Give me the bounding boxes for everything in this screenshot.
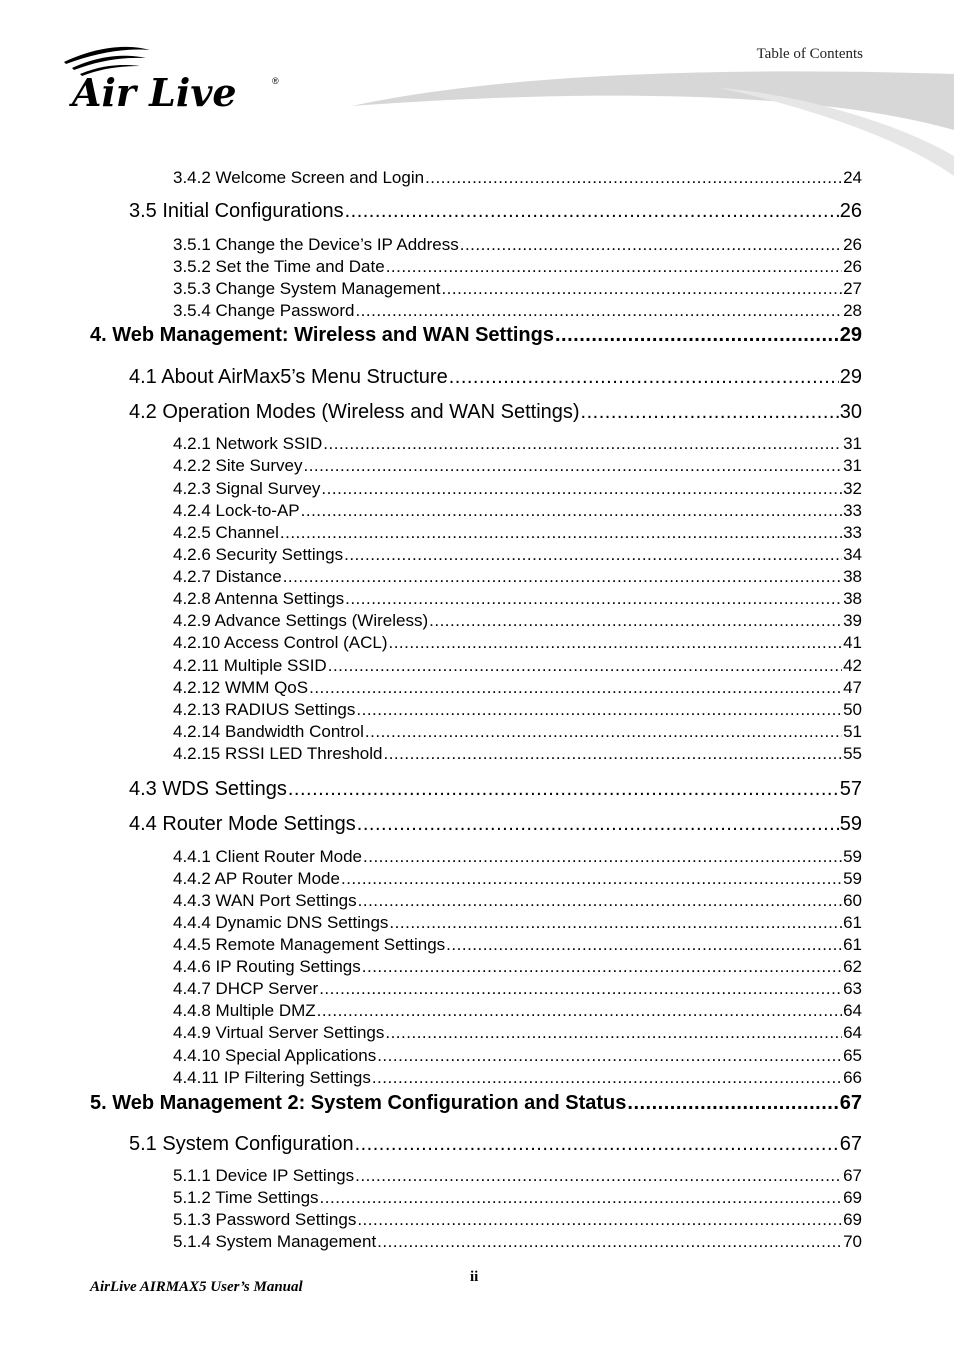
toc-entry-title: 4.2.13 RADIUS Settings xyxy=(173,700,356,719)
toc-entry-page: 70 xyxy=(843,1232,862,1251)
toc-dot-leader xyxy=(358,891,842,911)
toc-dot-leader xyxy=(377,1232,842,1252)
toc-entry-page: 32 xyxy=(843,479,862,498)
toc-entry-page: 69 xyxy=(843,1210,862,1229)
toc-entry-title: 4.4.4 Dynamic DNS Settings xyxy=(173,913,389,932)
toc-entry-title: 4.4.5 Remote Management Settings xyxy=(173,935,446,954)
toc-dot-leader xyxy=(446,935,842,955)
toc-entry-title: 4.2.5 Channel xyxy=(173,523,279,542)
toc-dot-leader xyxy=(386,257,842,277)
toc-entry[interactable] xyxy=(129,200,862,223)
toc-entry-page: 64 xyxy=(843,1023,862,1042)
toc-entry-page: 26 xyxy=(839,200,862,222)
toc-entry-title: 4.1 About AirMax5’s Menu Structure xyxy=(129,366,448,388)
toc-entry[interactable] xyxy=(90,1092,862,1115)
toc-dot-leader xyxy=(357,1210,842,1230)
toc-entry-title: 4.4.8 Multiple DMZ xyxy=(173,1001,316,1020)
logo-text: Air Live xyxy=(72,70,237,114)
toc-entry-title: 5.1.4 System Management xyxy=(173,1232,377,1251)
toc-dot-leader xyxy=(425,168,842,188)
toc-entry-page: 38 xyxy=(843,589,862,608)
toc-entry[interactable] xyxy=(173,501,862,521)
toc-dot-leader xyxy=(323,434,842,454)
toc-entry[interactable] xyxy=(173,913,862,933)
toc-dot-leader xyxy=(355,1166,842,1186)
toc-dot-leader xyxy=(441,279,842,299)
toc-entry-title: 4.3 WDS Settings xyxy=(129,778,287,800)
toc-dot-leader xyxy=(301,501,842,521)
toc-entry-page: 55 xyxy=(843,744,862,763)
toc-entry-page: 31 xyxy=(843,456,862,475)
toc-entry-title: 3.5.3 Change System Management xyxy=(173,279,441,298)
toc-entry[interactable] xyxy=(173,633,862,653)
toc-entry-page: 66 xyxy=(843,1068,862,1087)
toc-entry[interactable] xyxy=(173,869,862,889)
toc-entry-page: 27 xyxy=(843,279,862,298)
toc-entry-page: 67 xyxy=(839,1133,862,1155)
toc-entry-page: 51 xyxy=(843,722,862,741)
toc-dot-leader xyxy=(365,722,842,742)
toc-entry[interactable] xyxy=(173,722,862,742)
toc-entry-title: 5.1 System Configuration xyxy=(129,1133,354,1155)
toc-entry-page: 50 xyxy=(843,700,862,719)
toc-entry[interactable] xyxy=(173,168,862,188)
toc-dot-leader xyxy=(317,1001,842,1021)
toc-entry[interactable] xyxy=(173,279,862,299)
toc-entry-title: 4.4 Router Mode Settings xyxy=(129,813,356,835)
toc-entry-title: 4.2.3 Signal Survey xyxy=(173,479,321,498)
manual-title: AirLive AIRMAX5 User’s Manual xyxy=(90,1279,303,1295)
toc-dot-leader xyxy=(328,656,842,676)
toc-entry-title: 4.4.6 IP Routing Settings xyxy=(173,957,361,976)
toc-dot-leader xyxy=(627,1092,838,1115)
toc-dot-leader xyxy=(321,479,842,499)
toc-entry[interactable] xyxy=(173,656,862,676)
toc-entry-page: 63 xyxy=(843,979,862,998)
toc-entry-title: 4.2.9 Advance Settings (Wireless) xyxy=(173,611,429,630)
toc-entry-title: 3.5.1 Change the Device’s IP Address xyxy=(173,235,459,254)
toc-entry[interactable] xyxy=(90,324,862,347)
toc-entry[interactable] xyxy=(173,979,862,999)
toc-entry[interactable] xyxy=(129,778,862,801)
toc-entry-title: 4.2.12 WMM QoS xyxy=(173,678,309,697)
toc-entry-page: 59 xyxy=(843,869,862,888)
toc-entry-page: 29 xyxy=(839,366,862,388)
toc-dot-leader xyxy=(429,611,842,631)
toc-entry-title: 4.4.7 DHCP Server xyxy=(173,979,319,998)
toc-entry-title: 4.2 Operation Modes (Wireless and WAN Settings) xyxy=(129,401,580,423)
toc-entry-title: 4.4.9 Virtual Server Settings xyxy=(173,1023,385,1042)
toc-entry-page: 30 xyxy=(839,401,862,423)
toc-entry-title: 4.2.10 Access Control (ACL) xyxy=(173,633,388,652)
toc-entry-page: 29 xyxy=(839,324,862,346)
toc-entry[interactable] xyxy=(173,434,862,454)
toc-entry-title: 4.4.2 AP Router Mode xyxy=(173,869,340,888)
toc-entry[interactable] xyxy=(129,1133,862,1156)
header-swoosh xyxy=(340,64,954,184)
toc-dot-leader xyxy=(581,401,839,424)
toc-dot-leader xyxy=(449,366,839,389)
toc-entry[interactable] xyxy=(129,401,862,424)
toc-entry-page: 33 xyxy=(843,523,862,542)
toc-entry[interactable] xyxy=(173,479,862,499)
toc-entry[interactable] xyxy=(173,891,862,911)
toc-entry-title: 3.5.4 Change Password xyxy=(173,301,355,320)
toc-entry[interactable] xyxy=(173,935,862,955)
toc-entry-title: 4.4.11 IP Filtering Settings xyxy=(173,1068,371,1087)
toc-dot-leader xyxy=(309,678,842,698)
toc-dot-leader xyxy=(288,778,839,801)
toc-entry-page: 39 xyxy=(843,611,862,630)
toc-entry[interactable] xyxy=(173,1068,862,1088)
toc-entry-title: 5.1.3 Password Settings xyxy=(173,1210,357,1229)
toc-dot-leader xyxy=(319,979,842,999)
toc-entry-title: 5.1.1 Device IP Settings xyxy=(173,1166,355,1185)
toc-entry[interactable] xyxy=(173,456,862,476)
toc-entry-page: 34 xyxy=(843,545,862,564)
toc-entry[interactable] xyxy=(173,589,862,609)
toc-dot-leader xyxy=(460,235,842,255)
toc-dot-leader xyxy=(372,1068,842,1088)
toc-entry-page: 67 xyxy=(839,1092,862,1114)
toc-dot-leader xyxy=(357,813,839,836)
toc-entry[interactable] xyxy=(173,1001,862,1021)
toc-entry-page: 38 xyxy=(843,567,862,586)
toc-dot-leader xyxy=(383,744,842,764)
toc-dot-leader xyxy=(389,913,842,933)
toc-entry-page: 24 xyxy=(843,168,862,187)
toc-entry-page: 67 xyxy=(843,1166,862,1185)
toc-entry[interactable] xyxy=(173,700,862,720)
toc-entry-page: 31 xyxy=(843,434,862,453)
toc-entry-title: 5.1.2 Time Settings xyxy=(173,1188,319,1207)
toc-dot-leader xyxy=(355,301,842,321)
toc-entry-title: 4.2.14 Bandwidth Control xyxy=(173,722,364,741)
toc-entry[interactable] xyxy=(173,1188,862,1208)
toc-entry-title: 3.5 Initial Configurations xyxy=(129,200,344,222)
toc-entry-page: 59 xyxy=(843,847,862,866)
toc-entry-title: 4.2.11 Multiple SSID xyxy=(173,656,327,675)
toc-dot-leader xyxy=(362,957,842,977)
toc-entry[interactable] xyxy=(173,847,862,867)
toc-entry[interactable] xyxy=(173,1232,862,1252)
toc-entry[interactable] xyxy=(173,611,862,631)
toc-dot-leader xyxy=(356,700,842,720)
toc-entry-title: 4.4.1 Client Router Mode xyxy=(173,847,362,866)
toc-entry-title: 3.5.2 Set the Time and Date xyxy=(173,257,385,276)
toc-dot-leader xyxy=(344,545,842,565)
toc-entry-page: 47 xyxy=(843,678,862,697)
toc-dot-leader xyxy=(355,1133,839,1156)
toc-entry-page: 62 xyxy=(843,957,862,976)
toc-entry-title: 4.2.15 RSSI LED Threshold xyxy=(173,744,383,763)
logo-registered-mark: ® xyxy=(272,76,279,86)
toc-dot-leader xyxy=(388,633,842,653)
toc-dot-leader xyxy=(280,523,842,543)
toc-entry-title: 4.4.10 Special Applications xyxy=(173,1046,377,1065)
toc-entry[interactable] xyxy=(173,545,862,565)
toc-entry[interactable] xyxy=(173,257,862,277)
toc-dot-leader xyxy=(385,1023,842,1043)
toc-dot-leader xyxy=(363,847,842,867)
toc-entry[interactable] xyxy=(173,1023,862,1043)
toc-entry[interactable] xyxy=(173,567,862,587)
toc-entry-title: 4.2.1 Network SSID xyxy=(173,434,323,453)
toc-entry-title: 4. Web Management: Wireless and WAN Settings xyxy=(90,324,554,346)
toc-entry[interactable] xyxy=(173,678,862,698)
toc-entry-title: 4.4.3 WAN Port Settings xyxy=(173,891,357,910)
toc-entry-title: 5. Web Management 2: System Configuration and Status xyxy=(90,1092,627,1114)
toc-entry-page: 69 xyxy=(843,1188,862,1207)
toc-dot-leader xyxy=(341,869,842,889)
toc-entry-page: 42 xyxy=(843,656,862,675)
toc-entry-page: 59 xyxy=(839,813,862,835)
airlive-logo xyxy=(58,44,298,114)
section-label: Table of Contents xyxy=(756,46,863,62)
toc-entry-page: 61 xyxy=(843,913,862,932)
toc-entry[interactable] xyxy=(173,957,862,977)
toc-entry[interactable] xyxy=(173,1046,862,1066)
toc-dot-leader xyxy=(555,324,839,347)
toc-entry[interactable] xyxy=(173,1210,862,1230)
toc-dot-leader xyxy=(377,1046,842,1066)
toc-dot-leader xyxy=(345,589,842,609)
toc-entry-page: 33 xyxy=(843,501,862,520)
toc-dot-leader xyxy=(283,567,842,587)
toc-entry-title: 4.2.7 Distance xyxy=(173,567,282,586)
toc-dot-leader xyxy=(303,456,842,476)
toc-entry-page: 57 xyxy=(839,778,862,800)
toc-entry[interactable] xyxy=(173,744,862,764)
toc-entry-page: 28 xyxy=(843,301,862,320)
toc-dot-leader xyxy=(345,200,839,223)
toc-entry[interactable] xyxy=(173,301,862,321)
toc-entry-page: 61 xyxy=(843,935,862,954)
toc-entry-title: 4.2.4 Lock-to-AP xyxy=(173,501,300,520)
toc-entry-title: 4.2.2 Site Survey xyxy=(173,456,303,475)
toc-entry-page: 64 xyxy=(843,1001,862,1020)
toc-entry-title: 3.4.2 Welcome Screen and Login xyxy=(173,168,425,187)
toc-entry-page: 41 xyxy=(843,633,862,652)
toc-entry-title: 4.2.8 Antenna Settings xyxy=(173,589,345,608)
toc-entry[interactable] xyxy=(173,1166,862,1186)
toc-entry-title: 4.2.6 Security Settings xyxy=(173,545,344,564)
page-number: ii xyxy=(470,1269,479,1285)
toc-entry[interactable] xyxy=(173,523,862,543)
toc-entry-page: 60 xyxy=(843,891,862,910)
toc-entry-page: 26 xyxy=(843,257,862,276)
toc-entry[interactable] xyxy=(129,813,862,836)
toc-entry-page: 65 xyxy=(843,1046,862,1065)
toc-entry[interactable] xyxy=(173,235,862,255)
toc-dot-leader xyxy=(320,1188,843,1208)
logo-swoosh-1 xyxy=(64,47,150,64)
toc-entry[interactable] xyxy=(129,366,862,389)
toc-entry-page: 26 xyxy=(843,235,862,254)
